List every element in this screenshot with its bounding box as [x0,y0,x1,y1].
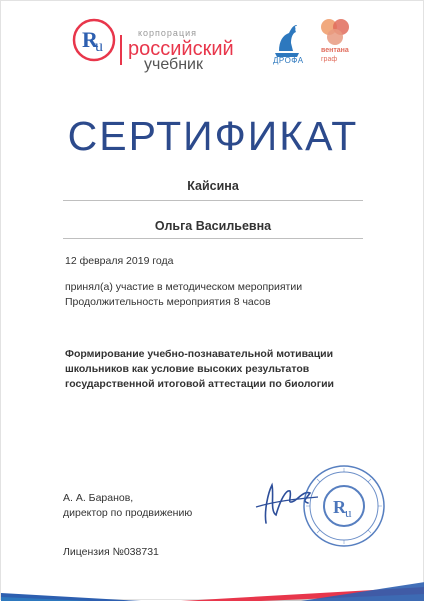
signer-title: директор по продвижению [63,507,193,519]
drofa-label: ДРОФА [273,56,304,65]
stamp-icon [301,463,387,549]
recipient-name: Ольга Васильевна [154,219,272,233]
bottom-decoration [1,579,424,601]
surname-underline [63,200,363,201]
certificate-title: СЕРТИФИКАТ [67,113,359,159]
ventana-sublabel: граф [321,56,338,63]
ventana-knot-icon [319,17,353,47]
signer-name: А. А. Баранов, [63,492,134,504]
brand-line2: учебник [144,56,203,73]
recipient-surname: Кайсина [187,179,239,193]
ventana-label: вентана [321,47,349,54]
ru-logo-icon [71,17,117,63]
svg-text:u: u [95,38,103,55]
name-underline [63,238,363,239]
brand-divider [120,35,122,65]
license-number: Лицензия №038731 [63,546,159,558]
event-date: 12 февраля 2019 года [65,255,174,267]
brand-wordmark [118,15,253,73]
svg-text:R: R [82,27,98,52]
participation-text: принял(а) участие в методическом мероприятии [65,281,303,293]
brand-line1: российский [128,38,234,60]
brand-corp-label: корпорация [138,28,197,38]
svg-text:R: R [333,497,346,517]
event-topic: Формирование учебно-познавательной мотивации школьников как условие высоких результатов государственной итоговой аттестации по биологии [65,348,335,390]
svg-text:u: u [345,505,352,520]
duration-text: Продолжительность мероприятия 8 часов [65,296,271,308]
